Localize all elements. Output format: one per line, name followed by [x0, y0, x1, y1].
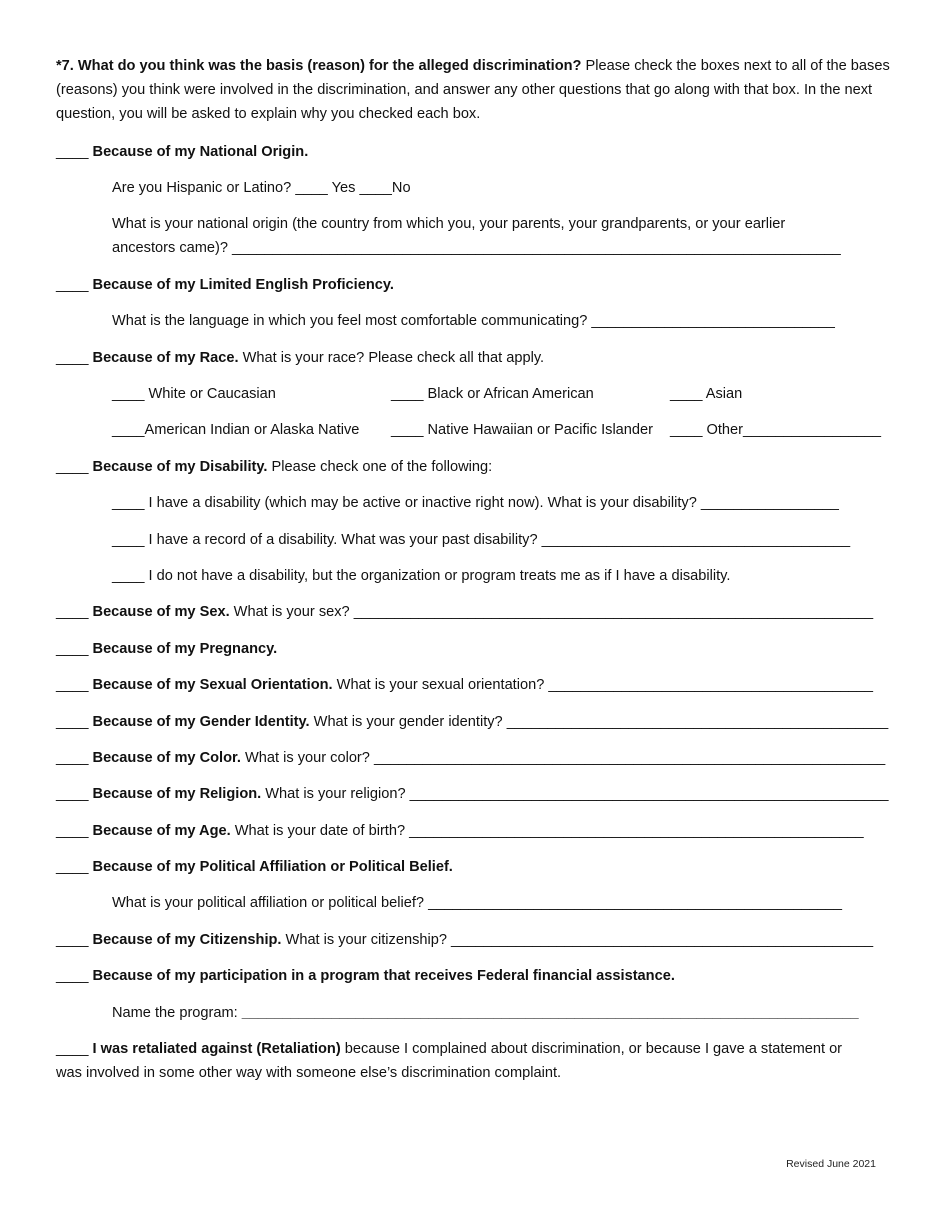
- lep-row: [56, 273, 394, 297]
- color-checkbox[interactable]: ____: [56, 750, 89, 766]
- sex-label: Because of my Sex.: [92, 604, 230, 620]
- national-origin-label: Because of my National Origin.: [92, 144, 309, 160]
- program-name-row: [112, 1001, 859, 1025]
- retaliation-checkbox[interactable]: ____: [56, 1041, 89, 1057]
- lep-label: Because of my Limited English Proficiency.: [92, 277, 394, 293]
- revision-date: Revised June 2021: [786, 1158, 876, 1170]
- national-origin-checkbox[interactable]: ____: [56, 144, 89, 160]
- race-option-other[interactable]: ____ Other_________________: [670, 422, 881, 438]
- citizenship-question[interactable]: What is your citizenship? ____________________________________________________: [281, 932, 874, 948]
- disability-row: [56, 455, 492, 479]
- sexual-orientation-label: Because of my Sexual Orientation.: [92, 677, 333, 693]
- political-checkbox[interactable]: ____: [56, 859, 89, 875]
- language-question[interactable]: What is the language in which you feel most comfortable communicating? ______________________________: [112, 313, 835, 329]
- race-row: [56, 346, 544, 370]
- national-origin-answer[interactable]: ancestors came)? ___________________________________________________________________________: [112, 240, 841, 256]
- citizenship-label: Because of my Citizenship.: [92, 932, 282, 948]
- race-option-pacific-islander[interactable]: ____ Native Hawaiian or Pacific Islander: [391, 422, 654, 438]
- sex-question[interactable]: What is your sex? ________________________________________________________________: [229, 604, 874, 620]
- gender-identity-row: [56, 710, 888, 734]
- retaliation-row: [56, 1037, 842, 1061]
- lep-checkbox[interactable]: ____: [56, 277, 89, 293]
- pregnancy-checkbox[interactable]: ____: [56, 641, 89, 657]
- program-name-question: Name the program:: [112, 1005, 238, 1021]
- race-label: Because of my Race.: [92, 350, 239, 366]
- federal-assistance-checkbox[interactable]: ____: [56, 968, 89, 984]
- color-question[interactable]: What is your color? _______________________________________________________________: [240, 750, 886, 766]
- age-label: Because of my Age.: [92, 823, 231, 839]
- race-option-black[interactable]: ____ Black or African American: [391, 386, 594, 402]
- gender-identity-question[interactable]: What is your gender identity? _______________________________________________: [309, 714, 889, 730]
- religion-label: Because of my Religion.: [92, 786, 262, 802]
- race-question: What is your race? Please check all that apply.: [238, 350, 545, 366]
- federal-assistance-row: [56, 964, 675, 988]
- gender-identity-label: Because of my Gender Identity.: [92, 714, 310, 730]
- religion-question[interactable]: What is your religion? ___________________________________________________________: [261, 786, 889, 802]
- retaliation-description: because I complained about discrimination, or because I gave a statement or: [340, 1041, 843, 1057]
- disability-label: Because of my Disability.: [92, 459, 268, 475]
- sex-row: [56, 600, 873, 624]
- sexual-orientation-checkbox[interactable]: ____: [56, 677, 89, 693]
- color-label: Because of my Color.: [92, 750, 241, 766]
- hispanic-question[interactable]: Are you Hispanic or Latino? ____ Yes ____No: [112, 180, 411, 196]
- retaliation-label: I was retaliated against (Retaliation): [92, 1041, 341, 1057]
- religion-row: [56, 782, 889, 806]
- question-7-instructions: Please check the boxes next to all of the bases (reasons) you think were involved in the discrimination, and answer any other questions that go along with that box. In the next question, you will be asked to explain why you checked each box.: [56, 58, 890, 122]
- sexual-orientation-row: [56, 673, 873, 697]
- pregnancy-row: [56, 637, 277, 661]
- pregnancy-label: Because of my Pregnancy.: [92, 641, 278, 657]
- race-option-american-indian[interactable]: ____American Indian or Alaska Native: [112, 422, 360, 438]
- citizenship-row: [56, 928, 873, 952]
- political-label: Because of my Political Affiliation or Political Belief.: [92, 859, 453, 875]
- citizenship-checkbox[interactable]: ____: [56, 932, 89, 948]
- race-option-white[interactable]: ____ White or Caucasian: [112, 386, 276, 402]
- age-checkbox[interactable]: ____: [56, 823, 89, 839]
- political-question[interactable]: What is your political affiliation or political belief? ___________________________________________________: [112, 895, 843, 911]
- program-name-input[interactable]: ____________________________________________________________________________: [237, 1005, 859, 1021]
- disability-question: Please check one of the following:: [267, 459, 493, 475]
- gender-identity-checkbox[interactable]: ____: [56, 714, 89, 730]
- disability-option-regarded[interactable]: ____ I do not have a disability, but the organization or program treats me as if I have a disability.: [112, 568, 731, 584]
- disability-option-current[interactable]: ____ I have a disability (which may be active or inactive right now). What is your disability? _________________: [112, 495, 839, 511]
- disability-option-record[interactable]: ____ I have a record of a disability. What was your past disability? ______________________________________: [112, 532, 851, 548]
- sexual-orientation-question[interactable]: What is your sexual orientation? ________________________________________: [332, 677, 874, 693]
- federal-assistance-label: Because of my participation in a program that receives Federal financial assistance.: [92, 968, 675, 984]
- race-option-asian[interactable]: ____ Asian: [670, 386, 743, 402]
- question-7-title: *7. What do you think was the basis (reason) for the alleged discrimination?: [56, 58, 582, 74]
- religion-checkbox[interactable]: ____: [56, 786, 89, 802]
- age-row: [56, 819, 864, 843]
- age-question[interactable]: What is your date of birth? ________________________________________________________: [230, 823, 864, 839]
- race-checkbox[interactable]: ____: [56, 350, 89, 366]
- national-origin-row: [56, 140, 308, 164]
- political-row: [56, 855, 453, 879]
- disability-checkbox[interactable]: ____: [56, 459, 89, 475]
- color-row: [56, 746, 885, 770]
- question-7-heading: [56, 54, 896, 126]
- national-origin-question: What is your national origin (the country from which you, your parents, your grandparents, or your earlier: [112, 216, 786, 232]
- sex-checkbox[interactable]: ____: [56, 604, 89, 620]
- retaliation-description-cont: was involved in some other way with someone else’s discrimination complaint.: [56, 1065, 562, 1081]
